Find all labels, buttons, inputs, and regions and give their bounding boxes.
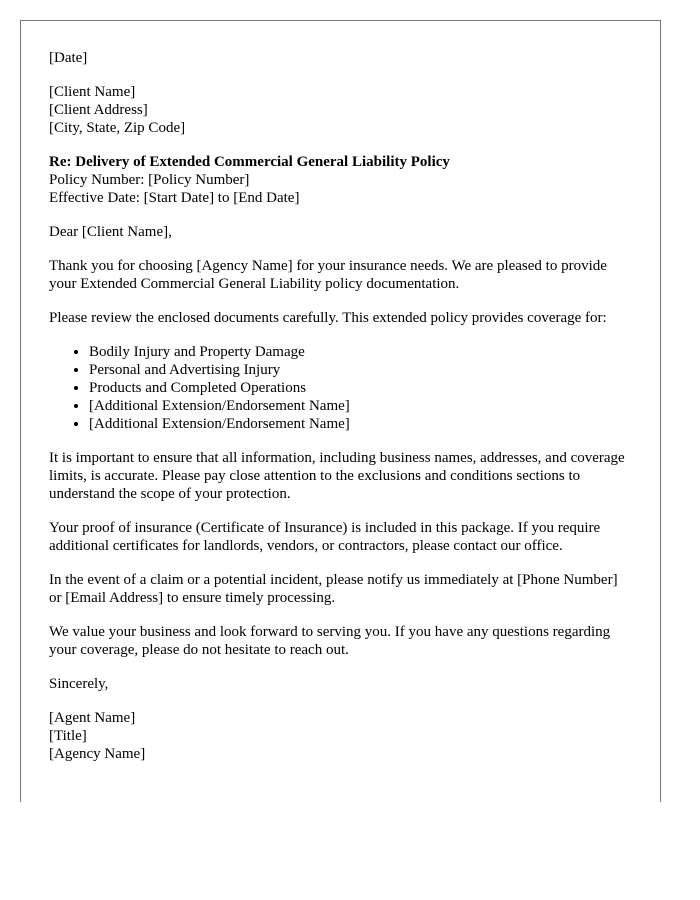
recipient-city-state-zip: [City, State, Zip Code]: [49, 120, 186, 136]
coverage-list: [49, 343, 629, 433]
paragraph-certificate: Your proof of insurance (Certificate of Insurance) is included in this package. If you require additional certificates for landlords, vendors, or contractors, please contact our office.: [49, 520, 601, 554]
list-item: • Personal and Advertising Injury: [89, 361, 629, 379]
subject-title: Re: Delivery of Extended Commercial General Liability Policy: [49, 154, 450, 170]
paragraph-intro: Thank you for choosing [Agency Name] for your insurance needs. We are pleased to provide your Extended Commercial General Liability policy documentation.: [49, 258, 607, 292]
letter-date: [Date]: [49, 50, 88, 66]
list-item: • [Additional Extension/Endorsement Name]: [89, 397, 629, 415]
agent-title: [Title]: [49, 728, 87, 744]
paragraph-accuracy: It is important to ensure that all information, including business names, addresses, and coverage limits, is accurate. Please pay close attention to the exclusions and conditions sections to understand the scope of your protection.: [49, 450, 625, 502]
agency-name: [Agency Name]: [49, 746, 146, 762]
list-item: • Products and Completed Operations: [89, 379, 629, 397]
policy-number: Policy Number: [Policy Number]: [49, 172, 250, 188]
recipient-address: [Client Address]: [49, 102, 148, 118]
closing: Sincerely,: [49, 676, 109, 692]
list-item: • [Additional Extension/Endorsement Name]: [89, 415, 629, 433]
effective-date: Effective Date: [Start Date] to [End Date]: [49, 190, 300, 206]
paragraph-review: Please review the enclosed documents carefully. This extended policy provides coverage for:: [49, 310, 607, 326]
recipient-block: [49, 83, 629, 137]
paragraph-closing-remarks: We value your business and look forward to serving you. If you have any questions regarding your coverage, please do not hesitate to reach out.: [49, 624, 611, 658]
letter-body: [49, 49, 629, 779]
subject-block: [49, 153, 629, 207]
salutation: Dear [Client Name],: [49, 224, 172, 240]
signature-block: [49, 709, 629, 763]
agent-name: [Agent Name]: [49, 710, 136, 726]
recipient-name: [Client Name]: [49, 84, 136, 100]
list-item: • Bodily Injury and Property Damage: [89, 343, 629, 361]
paragraph-claims: In the event of a claim or a potential incident, please notify us immediately at [Phone Number] or [Email Address] to ensure timely processing.: [49, 572, 618, 606]
letter-page: [20, 20, 661, 802]
